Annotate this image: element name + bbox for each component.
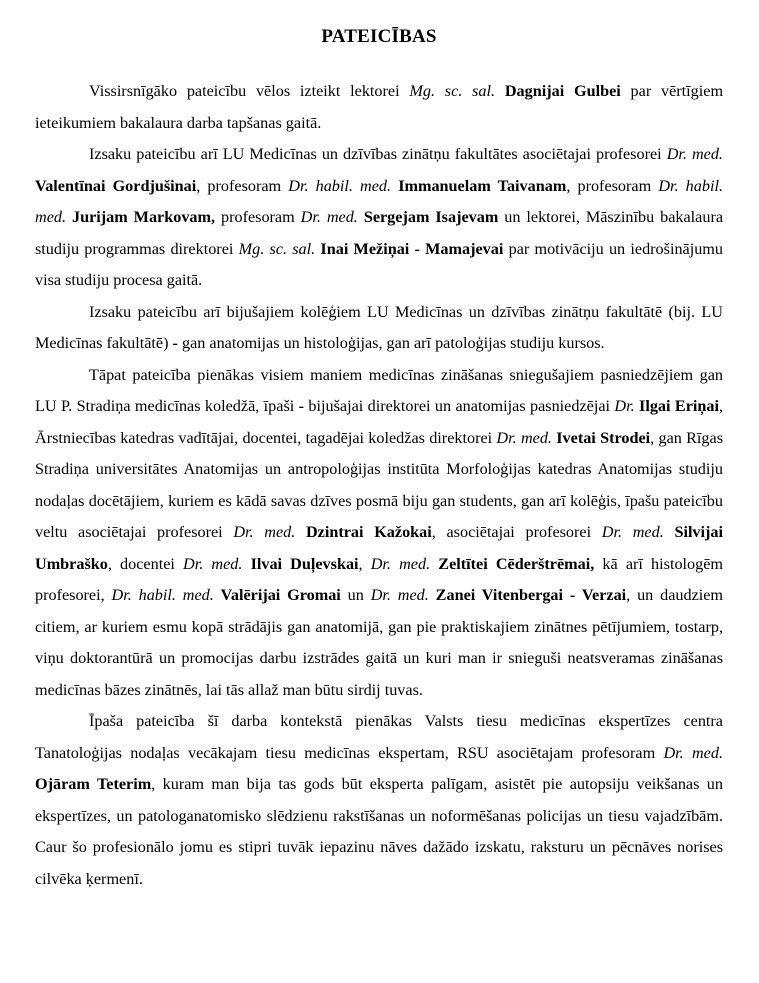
bold-name: Dagnijai Gulbei [504, 82, 621, 100]
text-run: , Ārstniecības katedras vadītājai, docentei, tagadējai koledžas direktorei [35, 397, 724, 447]
paragraph [35, 139, 723, 297]
bold-name: - [172, 334, 178, 352]
text-run: , docentei [107, 554, 184, 573]
italic-title: Mg. sc. sal. [409, 82, 496, 100]
italic-title: Dr. med. [601, 523, 664, 541]
bold-name: Ivetai Strodei [556, 428, 651, 447]
text-run: par motivāciju un iedrošinājumu visa studiju procesa gaitā. [35, 239, 723, 289]
text-run [429, 586, 436, 604]
text-run: gan anatomijas un histoloģijas, gan arī patoloģijas studiju kursos. [177, 334, 605, 352]
text-run: par vērtīgiem ieteikumiem bakalaura darba tapšanas gaitā. [35, 82, 724, 132]
italic-title: Dr. med. [370, 554, 431, 573]
text-run [495, 82, 505, 100]
text-run: , kuram man bija tas gods būt eksperta palīgam, asistēt pie autopsiju veikšanas un ekspertīzes, un patologanatomisko slēdzienu rakstīšanas un noformēšanas policijas un tiesu vajadzībām. Caur šo profesionālo jomu es stipri tuvāk iepazinu nāves dažādo izskatu, raksturu un pēcnāves norises cilvēka ķermenī. [35, 775, 723, 888]
italic-title: Dr. med. [370, 586, 429, 604]
bold-name: Jurijam Markovam, [71, 208, 216, 226]
italic-title: Dr. med. [233, 523, 296, 541]
bold-name: Immanuelam Taivanam [398, 176, 567, 195]
text-run: Vissirsnīgāko pateicību vēlos izteikt lektorei [89, 82, 410, 100]
bold-name: Valentīnai Gordjušinai [35, 176, 197, 195]
italic-title: Dr. med. [300, 208, 358, 226]
text-run: Tāpat pateicība pienākas visiem maniem medicīnas zināšanas sniegušajiem pasniedzējiem gan LU P. Stradiņa medicīnas koledžā, īpaši [35, 365, 723, 415]
text-run: , asociētajai profesorei [431, 523, 602, 541]
italic-title: Dr. med. [496, 428, 552, 447]
text-run [664, 523, 675, 541]
italic-title: Dr. habil. med. [288, 176, 392, 195]
bold-name: Zeltītei Cēderštrēmai, [438, 554, 595, 573]
page-title: PATEICĪBAS [321, 26, 437, 47]
bold-name: Ilgai Eriņai [639, 397, 719, 415]
bold-name: Zanei Vitenbergai - Verzai [435, 586, 627, 604]
italic-title: Dr. habil. med. [111, 586, 214, 604]
bold-name: - [298, 397, 305, 415]
text-run: profesoram [215, 208, 301, 226]
italic-title: Dr. [614, 397, 635, 415]
italic-title: Dr. med. [183, 554, 243, 573]
text-run: kā arī histologēm profesorei, [35, 554, 724, 604]
text-run: , profesoram [196, 176, 289, 195]
text-run: Izsaku pateicību arī LU Medicīnas un dzīvības zinātņu fakultātes asociētajai profesorei [89, 145, 667, 163]
text-run [242, 555, 250, 573]
text-run [295, 523, 306, 541]
italic-title: Mg. sc. sal. [238, 239, 316, 258]
italic-title: Dr. med. [666, 145, 723, 163]
text-run: , profesoram [566, 176, 659, 195]
text-run: , gan Rīgas Stradiņa universitātes Anatomijas un antropoloģijas institūta Morfoloģijas katedras Anatomijas studiju nodaļas docētājiem, kuriem es kādā savas dzīves posmā biju gan students, gan arī kolēģis, īpašu pateicību veltu asociētajai profesorei [35, 428, 724, 541]
bold-name: Inai Mežiņai - Mamajevai [320, 239, 504, 258]
document-body [35, 76, 723, 895]
text-run [214, 586, 221, 604]
italic-title: Dr. habil. med. [35, 176, 723, 226]
bold-name: Ilvai Duļevskai [250, 554, 359, 573]
text-run: , un daudziem citiem, ar kuriem esmu kopā strādājis gan anatomijā, gan pie praktiskajiem zinātnes pētījumiem, tostarp, viņu doktorantūrā un promocijas darbu izstrādes gaitā un kuri man ir snieguši neatsveramas zināšanas medicīnas bāzes zinātnēs, lai tās allaž man būtu sirdij tuvas. [35, 586, 724, 699]
paragraph [35, 706, 723, 895]
text-run: un lektorei, Māszinību bakalaura studiju programmas direktorei [35, 208, 724, 258]
text-run: Īpaša pateicība šī darba kontekstā pienākas Valsts tiesu medicīnas ekspertīzes centra Tanatoloģijas nodaļas vecākajam tiesu medicīnas ekspertam, RSU asociētajam profesoram [35, 712, 723, 762]
bold-name: Dzintrai Kažokai [305, 523, 432, 541]
text-run: un [340, 586, 371, 604]
paragraph [35, 360, 723, 707]
italic-title: Dr. med. [663, 743, 723, 762]
text-run: , [358, 554, 371, 573]
bold-name: Valērijai Gromai [220, 586, 341, 604]
paragraph [35, 76, 723, 139]
bold-name: Sergejam Isajevam [363, 208, 499, 226]
bold-name: Silvijai Umbraško [35, 523, 724, 573]
bold-name: Ojāram Teterim [35, 775, 152, 793]
text-run: bijušajai direktorei un anatomijas pasniedzējai [304, 397, 615, 415]
paragraph [35, 297, 723, 360]
text-run: Izsaku pateicību arī bijušajiem kolēģiem LU Medicīnas un dzīvības zinātņu fakultātē (bij. LU Medicīnas fakultātē) [35, 302, 723, 352]
